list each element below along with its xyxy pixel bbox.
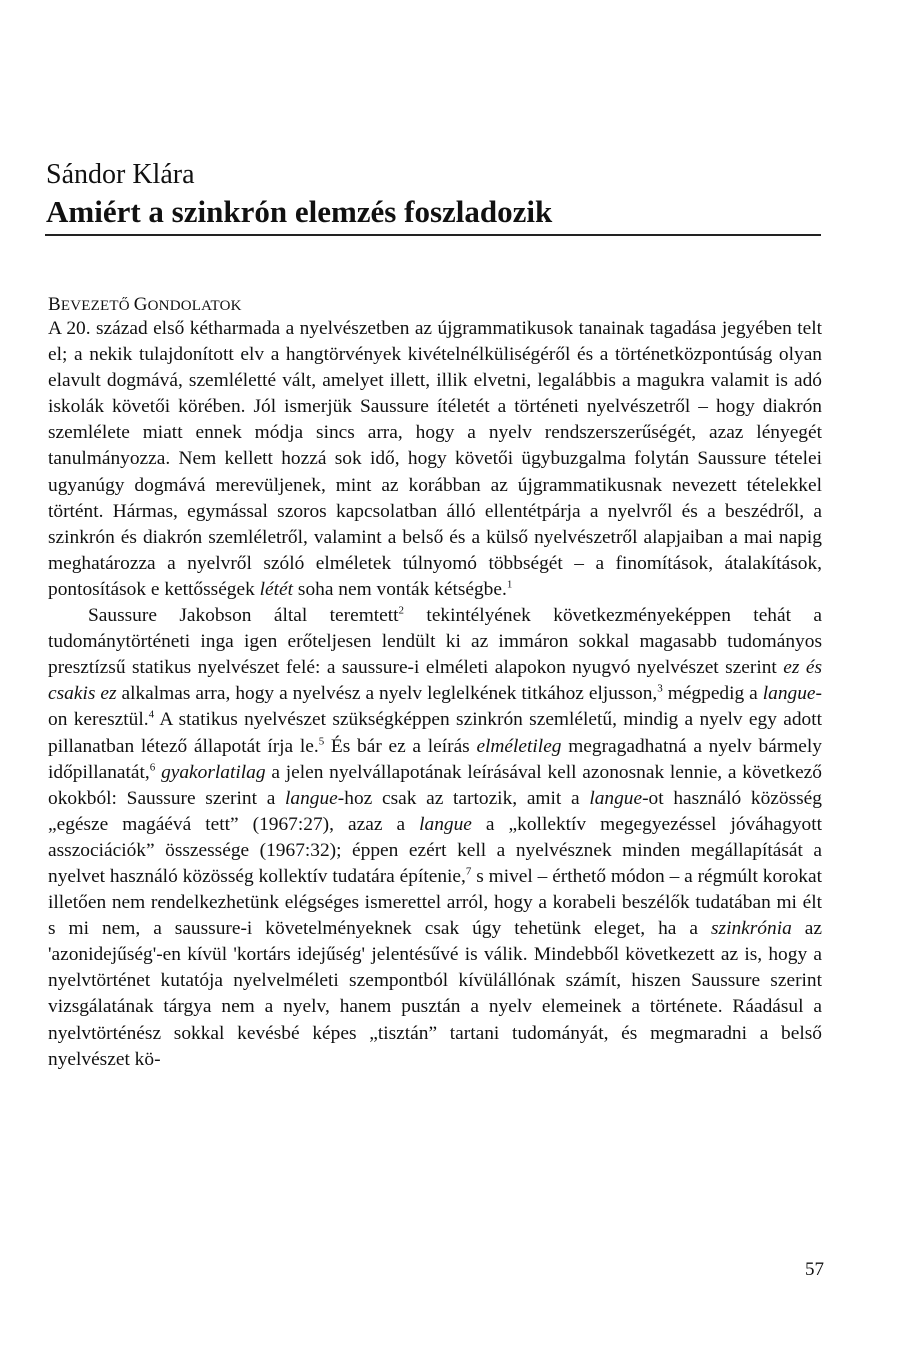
paragraph-2-text-4: mégpedig a <box>662 683 763 705</box>
paragraph-2 <box>48 603 822 1073</box>
footnote-ref-2: 2 <box>398 604 405 617</box>
article-body <box>48 316 822 1073</box>
paragraph-2-text-13: a „kollektív megegyezéssel jóváhagyott asszociációk” összessége (1967:32); éppen ezért kell a nyelvésznek minden megállapítását a nyelvet használó közösség kollektív tudatára építenie, <box>48 813 823 887</box>
paragraph-2-text-1: Saussure Jakobson által teremtett <box>88 605 399 627</box>
paragraph-2-italic-2: langue <box>762 683 816 705</box>
paragraph-1-text-1: A 20. század első kétharmada a nyelvészetben az újgrammatikusok tanainak tagadása jegyében telt el; a nekik tulajdonított elv a hangtörvények kivételnélküliségéről és a történetközpontúság olyan elavult dogmává, szemléletté vált, amelyet illett, illik elvetni, legalábbis a magukra valamit is adó iskolák követői körében. Jól ismerjük Saussure ítéletét a történeti nyelvészetről – hogy diakrón szemlélete miatt ennek módja sincs arra, hogy a nyelv rendszerszerűségét, azaz lényegét tanulmányozza. Nem kellett hozzá sok idő, hogy követői ügybuzgalma folytán Saussure tételei ugyanúgy dogmává merevüljenek, mint az korábban az újgrammatikusnak nevezett tételekkel történt. Hármas, egymással szoros kapcsolatban álló ellentétpárja a nyelvről és a beszédről, a szinkrón és diakrón szemléletről, valamint a belső és a külső nyelvészetről alapjaiban a mai napig meghatározza a nyelvről szóló elméletek túlnyomó többségét – a finomítások, átalakítások, pontosítások e kettősségek <box>48 318 822 600</box>
paragraph-2-text-10: a jelen nyelvállapotának leírásával kell azonosnak lennie, a következő okokból: Saussure szerint a <box>48 761 822 809</box>
paragraph-1-text-2: soha nem vonták kétségbe. <box>293 578 507 600</box>
paragraph-2-text-3: alkalmas arra, hogy a nyelvész a nyelv leglelkének titkához eljusson, <box>116 683 658 705</box>
paragraph-2-text-11: -hoz csak az tartozik, amit a <box>337 787 590 809</box>
paragraph-2-italic-4: gyakorlatilag <box>161 761 266 783</box>
page-number: 57 <box>805 1259 824 1280</box>
footnote-ref-3: 3 <box>657 682 663 695</box>
footnote-ref-1: 1 <box>506 578 513 591</box>
paragraph-2-italic-8: szinkrónia <box>710 918 792 940</box>
footnote-ref-5: 5 <box>318 735 325 748</box>
paragraph-2-text-7: És bár ez a leírás <box>324 735 477 757</box>
title-rule <box>45 234 821 236</box>
paragraph-2-italic-3: elméletileg <box>476 735 562 757</box>
paragraph-2-italic-1: ez és csakis ez <box>48 657 822 705</box>
footnote-ref-4: 4 <box>148 708 155 721</box>
paragraph-2-text-2: tekintélyének következményeképpen tehát a tudománytörténeti inga igen erőteljesen lendült ki az immáron sokkal magasabb tudományos presztízsű statikus nyelvészet felé: a saussure-i elméleti alapokon nyugvó nyelvészet szerint <box>48 605 822 679</box>
paragraph-2-text-15: az 'azonidejűség'-en kívül 'kortárs idejűség' jelentésűvé is válik. Mindebből következett az is, hogy a nyelvtörténet kutatója nyelvelméleti szempontból kívülállónak számít, hiszen Saussure szerint vizsgálatának tárgya nem a nyelv, hanem pusztán a nyelv elemeinek a története. Ráadásul a nyelvtörténész sokkal kevésbé képes „tisztán” tartani tudományát, és megmaradni a belső nyelvészet kö- <box>48 918 822 1070</box>
article-title: Amiért a szinkrón elemzés foszladozik <box>46 194 553 229</box>
paragraph-2-text-12: -ot használó közösség „egésze magáévá tett” (1967:27), azaz a <box>48 787 822 835</box>
section-heading-rest-2: ONDOLATOK <box>147 298 242 314</box>
footnote-ref-7: 7 <box>465 865 472 878</box>
section-heading-rest-1: EVEZETŐ <box>60 298 134 314</box>
section-heading-initial-2: G <box>133 294 148 315</box>
footnote-ref-6: 6 <box>149 761 156 774</box>
paragraph-2-text-6: A statikus nyelvészet szükségképpen szinkrón szemléletű, mindig a nyelv egy adott pillanatban létező állapotát írja le. <box>48 709 822 757</box>
paragraph-2-italic-7: langue <box>419 813 472 835</box>
paragraph-2-italic-6: langue <box>589 787 643 809</box>
section-heading-initial-1: B <box>48 294 61 315</box>
section-heading <box>48 293 242 318</box>
paragraph-1 <box>48 316 822 603</box>
paragraph-2-text-14: s mivel – érthető módon – a régmúlt korokat illetően nem rendelkezhetünk elégséges ismerettel arról, hogy a korabeli beszélők tudatában mi élt s mi nem, a saussure-i követelményeknek csak úgy tehetünk eleget, ha a <box>48 865 822 940</box>
paragraph-1-italic-1: létét <box>259 578 294 600</box>
paragraph-2-italic-5: langue <box>285 787 338 809</box>
paragraph-2-text-8: megragadhatná a nyelv bármely időpillanatát, <box>48 735 822 783</box>
author-name: Sándor Klára <box>46 159 195 190</box>
paragraph-2-text-5: -on keresztül. <box>48 683 822 731</box>
